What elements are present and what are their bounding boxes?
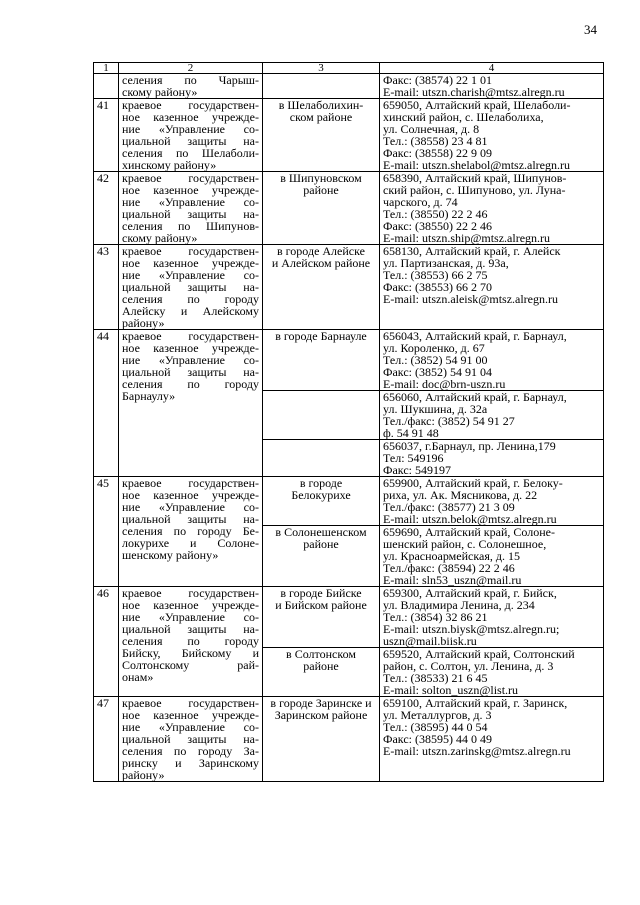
text-line: Тел.: (38553) 66 2 75 [383, 268, 488, 282]
text-line: и Бийском районе [275, 598, 367, 612]
text-line: ное казенное учрежде- [122, 183, 259, 197]
territory-cell [263, 477, 380, 526]
text-line: Тел.: (38550) 22 2 46 [383, 207, 488, 221]
territory-cell [263, 391, 380, 440]
text-line: краевое государствен- [122, 476, 259, 490]
text-line: 659050, Алтайский край, Шелаболи- [383, 98, 571, 112]
text-line: краевое государствен- [122, 586, 259, 600]
text-line: в городе [299, 476, 343, 490]
text-line: ф. 54 91 48 [383, 426, 439, 440]
territory-cell [263, 526, 380, 587]
text-line: в Шелаболихин- [278, 98, 364, 112]
table-row [94, 587, 604, 648]
text-line: ние «Управление со- [122, 500, 259, 514]
text-line: ное казенное учрежде- [122, 256, 259, 270]
text-line: краевое государствен- [122, 696, 259, 710]
row-number: 41 [94, 99, 119, 172]
text-line: риха, ул. Ак. Мясникова, д. 22 [383, 488, 538, 502]
text-line: ное казенное учрежде- [122, 708, 259, 722]
text-line: район, с. Солтон, ул. Ленина, д. 3 [383, 659, 554, 673]
text-line: Тел.: (3854) 32 86 21 [383, 610, 488, 624]
text-line: ное казенное учрежде- [122, 341, 259, 355]
text-line: району» [122, 768, 165, 782]
text-line: циальной защиты на- [122, 512, 259, 526]
text-line: 659520, Алтайский край, Солтонский [383, 647, 575, 661]
text-line: краевое государствен- [122, 98, 259, 112]
text-line: шенский район, с. Солонешное, [383, 537, 547, 551]
organization-cell [119, 477, 263, 587]
text-line: 659900, Алтайский край, г. Белоку- [383, 476, 563, 490]
text-line: E-mail: solton_uszn@list.ru [383, 683, 519, 697]
text-line: селения по городу За- [122, 744, 259, 758]
organization-cell [119, 330, 263, 477]
text-line: хинскому району» [122, 158, 217, 172]
text-line: 656037, г.Барнаул, пр. Ленина,179 [383, 439, 556, 453]
text-line: E-mail: utszn.ship@mtsz.alregn.ru [383, 231, 551, 245]
text-line: скому району» [122, 85, 198, 99]
text-line: ринску и Заринскому [122, 756, 259, 770]
text-line: циальной защиты на- [122, 280, 259, 294]
text-line: ул. Солнечная, д. 8 [383, 122, 480, 136]
contacts-cell [380, 172, 604, 245]
text-line: E-mail: utszn.belok@mtsz.alregn.ru [383, 512, 557, 526]
text-line: Факс: (38558) 22 9 09 [383, 146, 492, 160]
text-line: 658130, Алтайский край, г. Алейск [383, 244, 561, 258]
organization-cell [119, 587, 263, 697]
table-header-row [94, 63, 604, 74]
text-line: ул. Шукшина, д. 32а [383, 402, 488, 416]
territory-cell [263, 99, 380, 172]
header-cell-1: 1 [94, 63, 119, 74]
text-line: Факс: (38574) 22 1 01 [383, 73, 492, 87]
text-line: чарского, д. 74 [383, 195, 458, 209]
text-line: Тел: 549196 [383, 451, 444, 465]
text-line: E-mail: utszn.zarinskg@mtsz.alregn.ru [383, 744, 571, 758]
text-line: ул. Короленко, д. 67 [383, 341, 485, 355]
text-line: ние «Управление со- [122, 610, 259, 624]
table-row [94, 697, 604, 782]
table-row [94, 330, 604, 391]
territory-cell [263, 440, 380, 477]
text-line: Тел./факс: (38594) 22 2 46 [383, 561, 515, 575]
row-number: 43 [94, 245, 119, 330]
contacts-cell [380, 477, 604, 526]
text-line: ное казенное учрежде- [122, 488, 259, 502]
text-line: краевое государствен- [122, 329, 259, 343]
territory-cell [263, 648, 380, 697]
text-line: E-mail: doc@brn-uszn.ru [383, 377, 506, 391]
text-line: Солтонскому рай- [122, 658, 259, 672]
text-line: Барнаулу» [122, 389, 176, 403]
text-line: E-mail: utszn.aleisk@mtsz.alregn.ru [383, 292, 559, 306]
text-line: селения по городу [122, 634, 259, 648]
text-line: циальной защиты на- [122, 134, 259, 148]
text-line: циальной защиты на- [122, 207, 259, 221]
territory-cell [263, 245, 380, 330]
text-line: Белокурихе [291, 488, 351, 502]
text-line: uszn@mail.biisk.ru [383, 634, 477, 648]
text-line: краевое государствен- [122, 244, 259, 258]
organization-cell [119, 245, 263, 330]
row-number: 45 [94, 477, 119, 587]
text-line: ние «Управление со- [122, 122, 259, 136]
text-line: Факс: (38553) 66 2 70 [383, 280, 492, 294]
text-line: ул. Владимира Ленина, д. 234 [383, 598, 535, 612]
contacts-cell [380, 587, 604, 648]
organization-cell [119, 99, 263, 172]
text-line: Тел./факс: (3852) 54 91 27 [383, 414, 515, 428]
text-line: в городе Бийске [280, 586, 362, 600]
territory-cell [263, 330, 380, 391]
text-line: в городе Барнауле [275, 329, 367, 343]
header-cell-4: 4 [380, 63, 604, 74]
text-line: Алейску и Алейскому [122, 304, 259, 318]
contacts-cell [380, 74, 604, 99]
organization-cell [119, 697, 263, 782]
row-number: 47 [94, 697, 119, 782]
text-line: E-mail: utszn.charish@mtsz.alregn.ru [383, 85, 565, 99]
organization-cell [119, 74, 263, 99]
agencies-table [93, 62, 604, 782]
territory-cell [263, 697, 380, 782]
text-line: ский район, с. Шипуново, ул. Луна- [383, 183, 566, 197]
text-line: скому району» [122, 231, 198, 245]
text-line: селения по Шелаболи- [122, 146, 259, 160]
row-number: 42 [94, 172, 119, 245]
text-line: Факс: (38595) 44 0 49 [383, 732, 492, 746]
page-number: 34 [584, 22, 597, 37]
text-line: Тел.: (3852) 54 91 00 [383, 353, 488, 367]
text-line: селения по Чарыш- [122, 73, 259, 87]
text-line: селения по городу Бе- [122, 524, 259, 538]
text-line: районе [303, 659, 339, 673]
text-line: в Солтонском [286, 647, 356, 661]
text-line: Факс: 549197 [383, 463, 451, 477]
text-line: в Шипуновском [280, 171, 362, 185]
text-line: шенскому району» [122, 548, 219, 562]
text-line: ние «Управление со- [122, 720, 259, 734]
text-line: Тел./факс: (38577) 21 3 09 [383, 500, 515, 514]
text-line: Тел.: (38558) 23 4 81 [383, 134, 488, 148]
contacts-cell [380, 330, 604, 391]
text-line: 658390, Алтайский край, Шипунов- [383, 171, 567, 185]
contacts-cell [380, 391, 604, 440]
text-line: ное казенное учрежде- [122, 598, 259, 612]
text-line: онам» [122, 670, 154, 684]
row-number: 46 [94, 587, 119, 697]
territory-cell [263, 74, 380, 99]
text-line: Заринском районе [274, 708, 368, 722]
text-line: 659100, Алтайский край, г. Заринск, [383, 696, 568, 710]
row-number [94, 74, 119, 99]
territory-cell [263, 587, 380, 648]
header-cell-2: 2 [119, 63, 263, 74]
text-line: 656043, Алтайский край, г. Барнаул, [383, 329, 567, 343]
text-line: ное казенное учрежде- [122, 110, 259, 124]
table-row [94, 172, 604, 245]
text-line: селения по городу [122, 292, 259, 306]
text-line: 656060, Алтайский край, г. Барнаул, [383, 390, 567, 404]
text-line: ние «Управление со- [122, 195, 259, 209]
text-line: 659300, Алтайский край, г. Бийск, [383, 586, 557, 600]
text-line: ние «Управление со- [122, 268, 259, 282]
table-row [94, 74, 604, 99]
territory-cell [263, 172, 380, 245]
table-row [94, 477, 604, 526]
text-line: в городе Заринске и [270, 696, 372, 710]
text-line: районе [303, 183, 339, 197]
contacts-cell [380, 440, 604, 477]
text-line: Факс: (3852) 54 91 04 [383, 365, 492, 379]
contacts-cell [380, 697, 604, 782]
header-cell-3: 3 [263, 63, 380, 74]
table-row [94, 99, 604, 172]
text-line: E-mail: utszn.biysk@mtsz.alregn.ru; [383, 622, 560, 636]
text-line: ул. Металлургов, д. 3 [383, 708, 492, 722]
contacts-cell [380, 245, 604, 330]
contacts-cell [380, 648, 604, 697]
contacts-cell [380, 99, 604, 172]
text-line: локурихе и Солоне- [122, 536, 259, 550]
text-line: в Солонешенском [275, 525, 367, 539]
text-line: 659690, Алтайский край, Солоне- [383, 525, 555, 539]
table-row [94, 245, 604, 330]
text-line: и Алейском районе [271, 256, 371, 270]
text-line: E-mail: sln53_uszn@mail.ru [383, 573, 522, 587]
text-line: хинский район, с. Шелаболиха, [383, 110, 544, 124]
text-line: в городе Алейске [277, 244, 365, 258]
text-line: селения по городу [122, 377, 259, 391]
text-line: циальной защиты на- [122, 365, 259, 379]
text-line: E-mail: utszn.shelabol@mtsz.alregn.ru [383, 158, 571, 172]
text-line: ул. Красноармейская, д. 15 [383, 549, 520, 563]
text-line: ние «Управление со- [122, 353, 259, 367]
row-number: 44 [94, 330, 119, 477]
text-line: селения по Шипунов- [122, 219, 259, 233]
contacts-cell [380, 526, 604, 587]
text-line: району» [122, 316, 165, 330]
text-line: Факс: (38550) 22 2 46 [383, 219, 492, 233]
text-line: ском районе [289, 110, 353, 124]
text-line: Тел.: (38595) 44 0 54 [383, 720, 488, 734]
text-line: Бийску, Бийскому и [122, 646, 259, 660]
organization-cell [119, 172, 263, 245]
text-line: Тел.: (38533) 21 6 45 [383, 671, 488, 685]
text-line: циальной защиты на- [122, 732, 259, 746]
text-line: районе [303, 537, 339, 551]
text-line: краевое государствен- [122, 171, 259, 185]
text-line: циальной защиты на- [122, 622, 259, 636]
text-line: ул. Партизанская, д. 93а, [383, 256, 509, 270]
